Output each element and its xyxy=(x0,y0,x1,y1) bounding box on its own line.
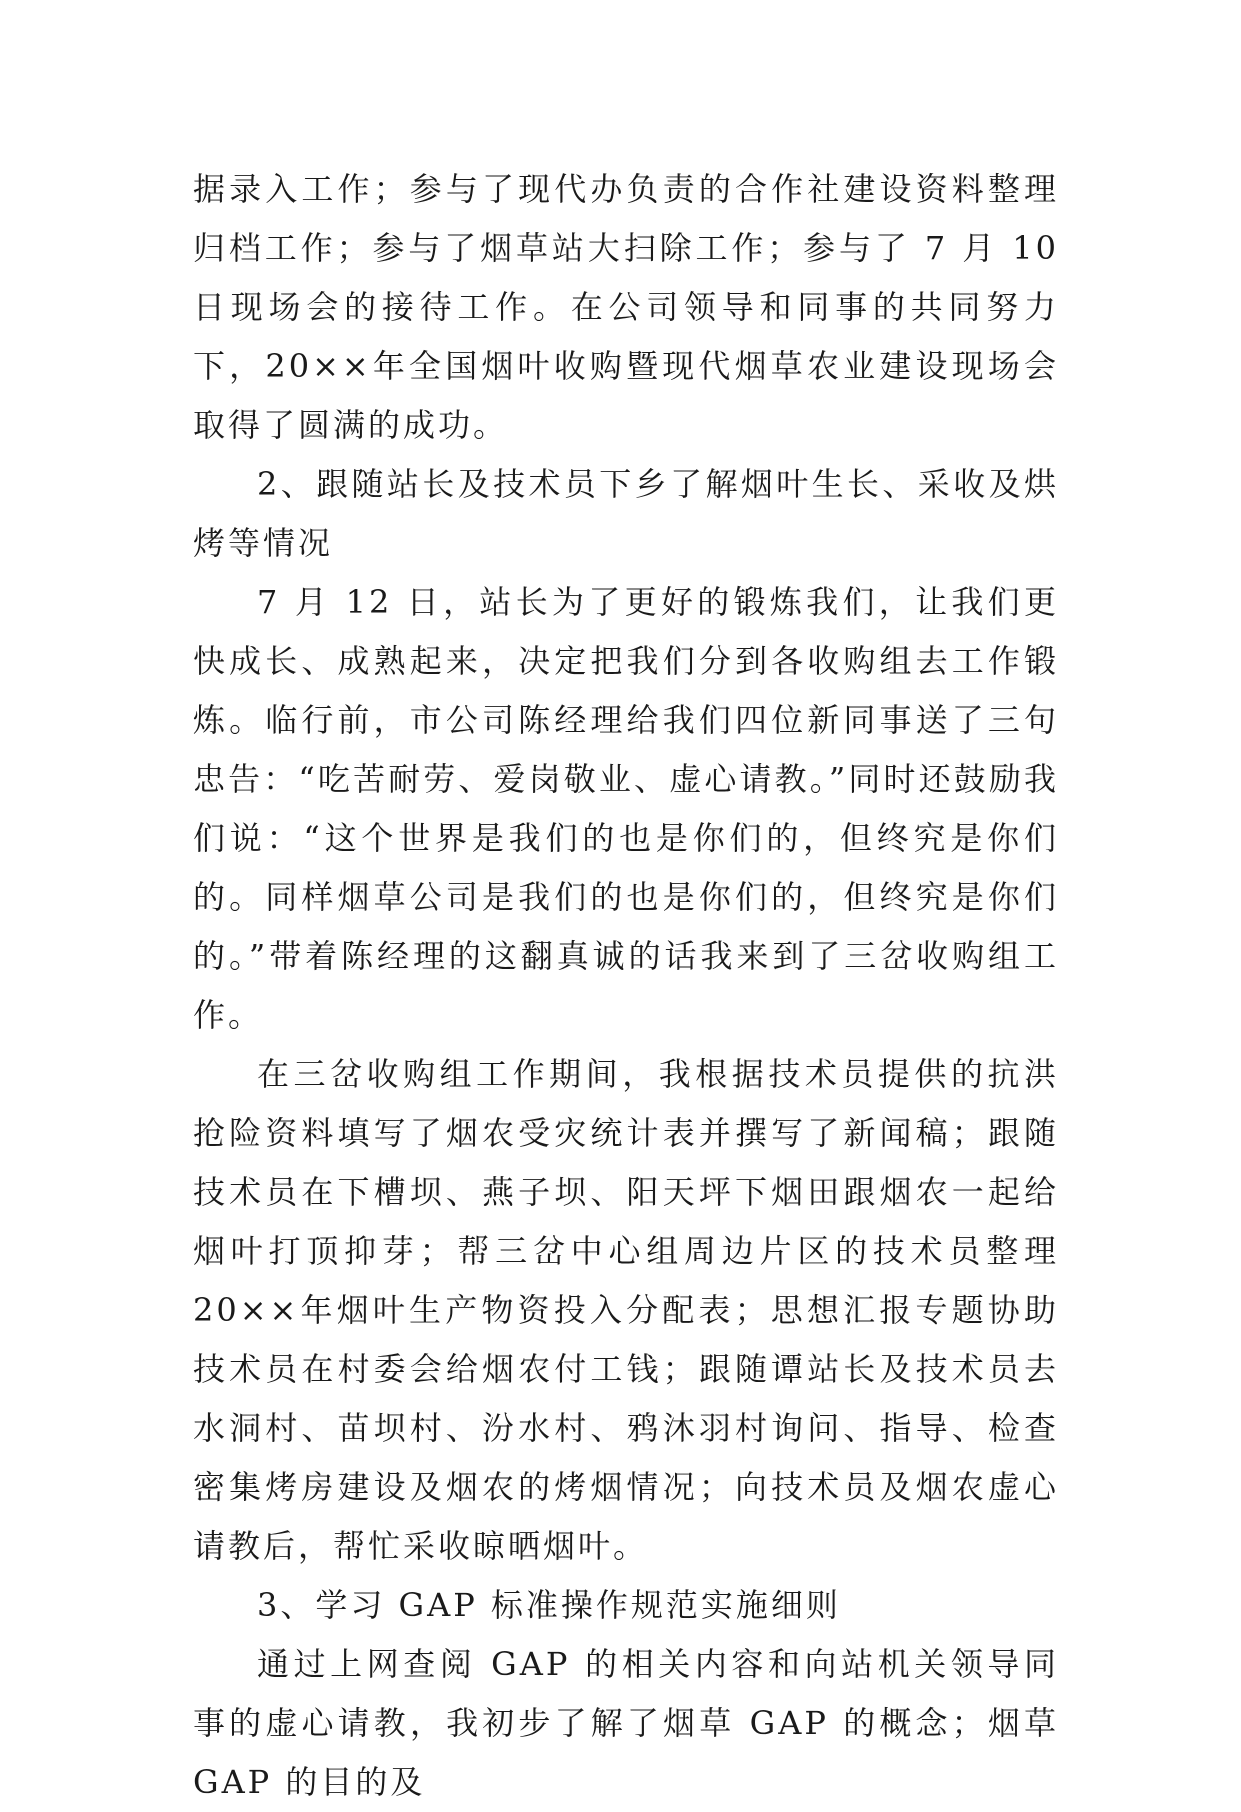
paragraph-gap-study: 通过上网查阅 GAP 的相关内容和向站机关领导同事的虚心请教，我初步了解了烟草 GAP 的概念；烟草 GAP 的目的及 xyxy=(193,1645,1059,1801)
section-heading-2: 2、跟随站长及技术员下乡了解烟叶生长、采收及烘烤等情况 xyxy=(193,465,1059,562)
paragraph-continuation: 据录入工作；参与了现代办负责的合作社建设资料整理归档工作；参与了烟草站大扫除工作；参与了 7 月 10 日现场会的接待工作。在公司领导和同事的共同努力下，20××年全国烟叶收购暨现代烟草农业建设现场会取得了圆满的成功。 xyxy=(193,170,1059,444)
document-body xyxy=(193,160,1059,1812)
paragraph-training: 7 月 12 日，站长为了更好的锻炼我们，让我们更快成长、成熟起来，决定把我们分到各收购组去工作锻炼。临行前，市公司陈经理给我们四位新同事送了三句忠告：“吃苦耐劳、爱岗敬业、虚心请教。”同时还鼓励我们说：“这个世界是我们的也是你们的，但终究是你们的。同样烟草公司是我们的也是你们的，但终究是你们的。”带着陈经理的这翻真诚的话我来到了三岔收购组工作。 xyxy=(193,583,1059,1034)
section-heading-3: 3、学习 GAP 标准操作规范实施细则 xyxy=(257,1586,841,1624)
paragraph-sancha-work: 在三岔收购组工作期间，我根据技术员提供的抗洪抢险资料填写了烟农受灾统计表并撰写了新闻稿；跟随技术员在下槽坝、燕子坝、阳天坪下烟田跟烟农一起给烟叶打顶抑芽；帮三岔中心组周边片区的技术员整理 20××年烟叶生产物资投入分配表；思想汇报专题协助技术员在村委会给烟农付工钱；跟随谭站长及技术员去水洞村、苗坝村、汾水村、鸦沐羽村询问、指导、检查密集烤房建设及烟农的烤烟情况；向技术员及烟农虚心请教后，帮忙采收晾晒烟叶。 xyxy=(193,1055,1059,1565)
